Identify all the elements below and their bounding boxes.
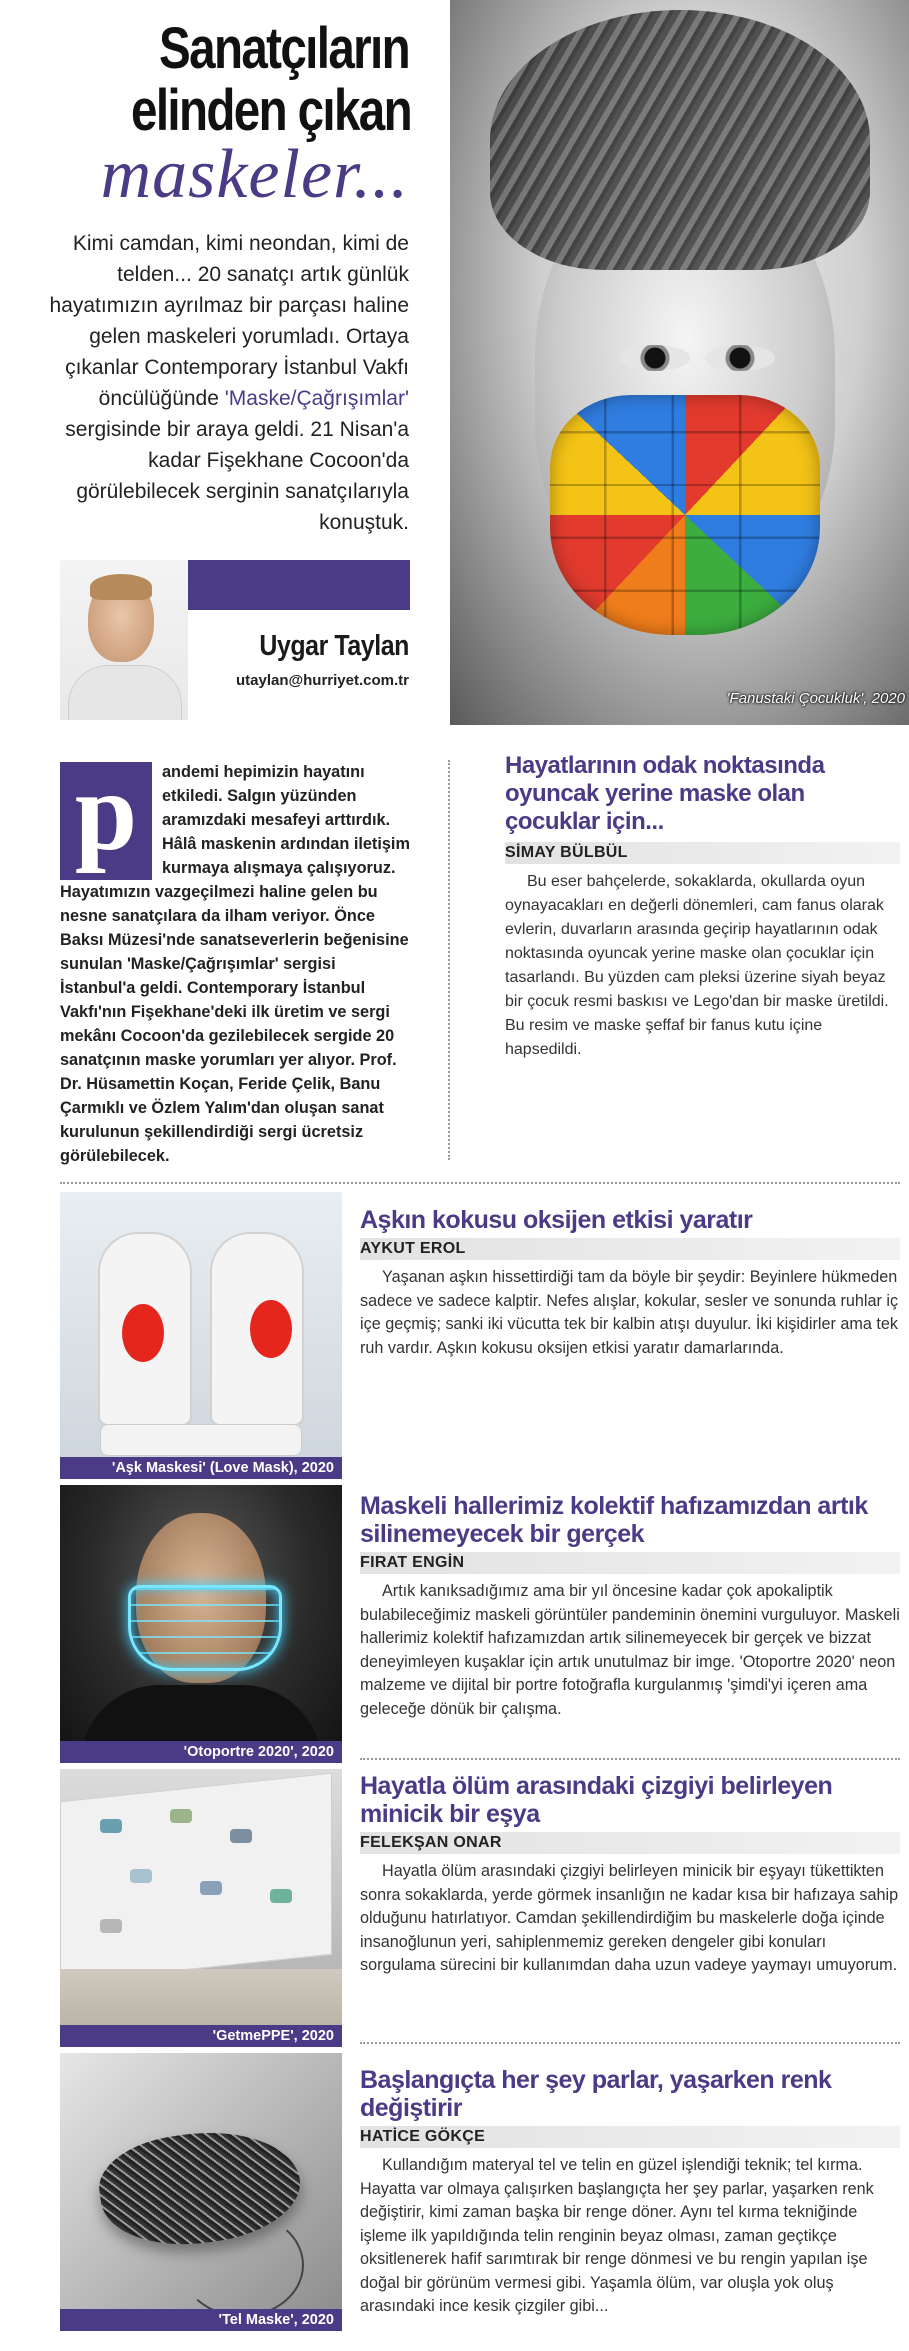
artist-name-bar [360, 1832, 900, 1854]
lead-exhibition-name: 'Maske/Çağrışımlar' [224, 387, 409, 410]
author-email[interactable]: utaylan@hurriyet.com.tr [236, 672, 409, 689]
section-aykut-erol [360, 1206, 900, 1360]
section-text: Kullandığım materyal tel ve telin en güzel işlendiği teknik; tel kırma. Hayatta var olmaya çalışırken başlangıçta her şey parlar, yaşarken renk değiştirir, kimi zaman başka bir renge döner. Aynı tel kırma tekniğinde işleme ilk yapıldığında telin renginin beyaz olması, zaman geçtikçe oksitlenerek hafif sarımtırak bir renge dönmesi ve bu rengin yapılan işe doğal bir görünüm vermesi gibi. Yaşamla ölüm, var oluşla yok oluş arasındaki ince kesik çizgiler gibi... [360, 2156, 874, 2315]
sculpture-base [100, 1424, 302, 1456]
column-divider [448, 760, 450, 1160]
hero-eye-left [620, 345, 690, 371]
section-title: Maskeli hallerimiz kolektif hafızamızdan artık silinemeyecek bir gerçek [360, 1492, 868, 1548]
section-text: Yaşanan aşkın hissettirdiği tam da böyle bir şeydir: Beyinlere hükmeden sadece ve sadece kalptir. Nefes alışlar, kokular, sesler ve sonunda ruhlar iç içe geçmiş; sanki iki vücutta tek bir kalbin atışı duyulur. İki kişidirler ama tek ruh vardır. Aşkın kokusu oksijen etkisi yaratır damarlarında. [360, 1268, 899, 1357]
hero-hair [490, 10, 870, 270]
artist-name-bar [360, 1238, 900, 1260]
hero-artwork-image [450, 0, 909, 725]
section-title: Başlangıçta her şey parlar, yaşarken renk değiştirir [360, 2066, 832, 2122]
photo-otoportre [60, 1485, 342, 1763]
artist-name-bar [505, 842, 900, 864]
author-avatar [60, 560, 188, 720]
avatar-body [68, 665, 182, 720]
section-divider [60, 1182, 900, 1184]
glass-mask [100, 1819, 122, 1833]
section-divider [360, 2042, 900, 2044]
section-firat-engin [360, 1492, 900, 1721]
author-name: Uygar Taylan [259, 630, 409, 662]
intro-paragraph [60, 750, 412, 1168]
section-title: Hayatlarının odak noktasında oyuncak yerine maske olan çocuklar için... [505, 752, 825, 835]
headline-line-3: maskeler... [100, 136, 409, 213]
section-title: Aşkın kokusu oksijen etkisi yaratır [360, 1206, 753, 1234]
artist-name: FIRAT ENGİN [360, 1554, 465, 1571]
glass-mask [230, 1829, 252, 1843]
artist-name-bar [360, 1552, 900, 1574]
artist-name-bar [360, 2126, 900, 2148]
hero-caption: 'Fanustaki Çocukluk', 2020 [726, 690, 905, 707]
section-text: Bu eser bahçelerde, sokaklarda, okullarda oyun oynayacakları en değerli dönemleri, cam fanus olarak evlerin, duvarların arasında geçirip hayatlarının odak noktasında oyuncak yerine maske olan çocuklar için tasarlandı. Bu yüzden cam pleksi üzerine siyah beyaz bir çocuk resmi baskısı ve Lego'dan bir maske üretildi. Bu resim ve maske şeffaf bir fanus kutu içine hapsedildi. [505, 873, 889, 1058]
glass-mask [170, 1809, 192, 1823]
glass-mask [130, 1869, 152, 1883]
artist-name: FELEKŞAN ONAR [360, 1834, 502, 1851]
section-text: Artık kanıksadığımız ama bir yıl öncesine kadar çok apokaliptik bulabileceğimiz maskeli görüntüler pandeminin önemini vurguluyor. Maskeli hallerimiz kolektif hafızamızdan artık silinemeyecek bir gerçek ve bizzat deneyimleyen kuşaklar için artık unutulmaz bir imge. 'Otoportre 2020' neon malzeme ve dijital bir portre fotoğrafla kurgulanmış 'şimdi'yi içeren ama geleceğe dönük bir çalışma. [360, 1582, 900, 1718]
artist-name: AYKUT EROL [360, 1240, 466, 1257]
avatar-hair [90, 574, 152, 600]
section-simay-bulbul [505, 752, 900, 1062]
photo-caption: 'GetmePPE', 2020 [60, 2025, 342, 2047]
artist-name: HATİCE GÖKÇE [360, 2128, 486, 2145]
photo-caption: 'Tel Maske', 2020 [60, 2309, 342, 2331]
photo-tel-maske [60, 2053, 342, 2331]
artist-name: SİMAY BÜLBÜL [505, 844, 628, 861]
dropcap: p [60, 762, 152, 880]
red-filter-left [122, 1304, 164, 1362]
section-hatice-gokce [360, 2066, 900, 2319]
lead-paragraph [49, 228, 409, 538]
photo-caption: 'Aşk Maskesi' (Love Mask), 2020 [60, 1457, 342, 1479]
glass-mask [100, 1919, 122, 1933]
lead-text-1: Kimi camdan, kimi neondan, kimi de telden... 20 sanatçı artık günlük hayatımızın ayrılmaz bir parçası haline gelen maskeleri yorumladı. Ortaya çıkanlar Contemporary İstanbul Vakfı öncülüğünde [49, 232, 409, 410]
glass-mask [270, 1889, 292, 1903]
section-divider [360, 1758, 900, 1760]
photo-caption: 'Otoportre 2020', 2020 [60, 1741, 342, 1763]
display-box-top [60, 1773, 332, 1984]
lead-text-2: sergisinde bir araya geldi. 21 Nisan'a kadar Fişekhane Cocoon'da görülebilecek serginin sanatçılarıyla konuştuk. [65, 418, 409, 534]
headline-line-1: Sanatçıların [159, 16, 409, 81]
hero-lego-mask [550, 395, 820, 635]
section-title: Hayatla ölüm arasındaki çizgiyi belirleyen minicik bir eşya [360, 1772, 833, 1828]
section-felekşan-onar [360, 1772, 900, 1978]
photo-ask-maskesi [60, 1192, 342, 1479]
intro-text: andemi hepimizin hayatını etkiledi. Salgın yüzünden aramızdaki mesafeyi arttırdık. Hâlâ maskenin ardından iletişim kurmaya alışmaya çalışıyoruz. Hayatımızın vazgeçilmezi haline gelen bu nesne sanatçılara da ilham veriyor. Önce Baksı Müzesi'nde sanatseverlerin beğenisine sunulan 'Maske/Çağrışımlar' sergisi İstanbul'a geldi. Contemporary İstanbul Vakfı'nın Fişekhane'deki ilk üretim ve sergi mekânı Cocoon'da gezilebilecek sergide 20 sanatçının maske yorumları yer alıyor. Prof. Dr. Hüsamettin Koçan, Feride Çelik, Banu Çarmıklı ve Özlem Yalım'dan oluşan sanat kurulunun şekillendirdiği sergi ücretsiz görülebilecek. [60, 763, 410, 1165]
neon-mask [128, 1585, 282, 1671]
hero-eye-right [705, 345, 775, 371]
red-filter-right [250, 1300, 292, 1358]
glass-mask [200, 1881, 222, 1895]
photo-getmeppe [60, 1769, 342, 2047]
section-text: Hayatla ölüm arasındaki çizgiyi belirleyen minicik bir eşyayı tükettikten sonra sokaklarda, yerde görmek insanlığın ne kadar kısa bir hafızaya sahip olduğunu hatırlatıyor. Camdan şekillendirdiğim bu maskelerle doğa içinde insanoğlunun yeri, sahiplenmemiz gereken dengeler gibi konuları sorgulama sürecini bir kullanımdan daha uzun vadeye yaymayı umuyorum. [360, 1862, 899, 1974]
headline-line-2: elinden çıkan [131, 78, 412, 143]
